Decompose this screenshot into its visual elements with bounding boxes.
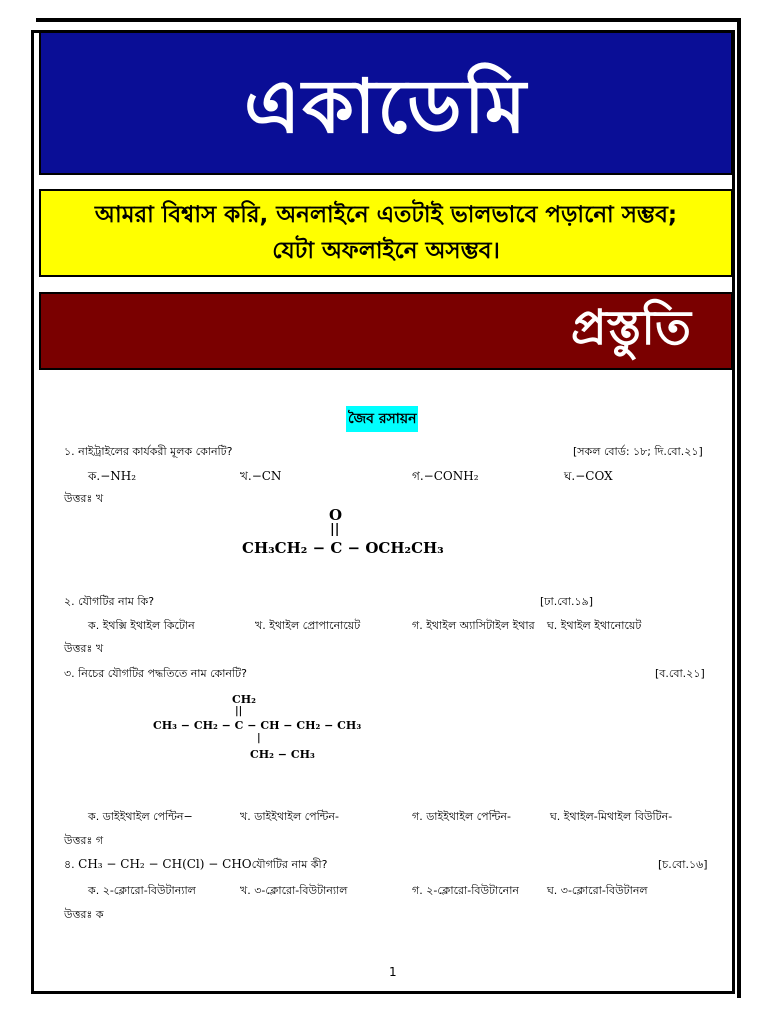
question-3-source: [ব.বো.২১] — [655, 667, 705, 680]
slogan-line-2: যেটা অফলাইনে অসম্ভব। — [272, 238, 500, 264]
question-1-source: [সকল বোর্ড: ১৮; দি.বো.২১] — [573, 445, 703, 458]
question-2-option-a: ক. ইথক্সি ইথাইল কিটোন — [88, 619, 195, 632]
question-2-option-d: ঘ. ইথাইল ইথানোয়েট — [547, 619, 642, 632]
question-3-stem: ৩. নিচের যৌগটির পদ্ধতিতে নাম কোনটি? — [64, 667, 247, 680]
question-2-stem: ২. যৌগটির নাম কি? — [64, 595, 155, 608]
question-2-source: [ঢা.বো.১৯] — [540, 595, 594, 608]
structure-2-bond: || — [235, 706, 243, 717]
question-4-option-a: ক. ২-ক্লোরো-বিউটান্যাল — [88, 884, 196, 897]
slogan-line-1: আমরা বিশ্বাস করি, অনলাইনে এতটাই ভালভাবে পড়ানো সম্ভব; — [94, 202, 678, 228]
question-2-answer: উত্তরঃ খ — [64, 642, 104, 655]
question-1-option-d: ঘ.−COX — [564, 469, 613, 483]
question-3-option-b: খ. ডাইইথাইল পেন্টিন- — [240, 810, 339, 823]
structure-1-bond: || — [330, 522, 340, 537]
question-1-option-c: গ.−CONH₂ — [412, 469, 479, 483]
question-2-option-b: খ. ইথাইল প্রোপানোয়েট — [255, 619, 361, 632]
structure-2-branch: CH₂ − CH₃ — [250, 748, 315, 761]
structure-1-top: O — [329, 506, 343, 524]
question-3-option-d: ঘ. ইথাইল-মিথাইল বিউটিন- — [550, 810, 673, 823]
question-1-answer: উত্তরঃ খ — [64, 492, 104, 505]
question-4-stem-text: যৌগটির নাম কী? — [251, 858, 328, 871]
question-1-option-a: ক.−NH₂ — [88, 469, 137, 483]
question-4-option-c: গ. ২-ক্লোরো-বিউটানোন — [412, 884, 519, 897]
question-4-option-b: খ. ৩-ক্লোরো-বিউটান্যাল — [240, 884, 348, 897]
question-3-option-a: ক. ডাইইথাইল পেন্টিন− — [88, 810, 193, 823]
question-4-formula: CH₃ − CH₂ − CH(Cl) − CHO — [78, 857, 252, 871]
page-number: 1 — [389, 965, 397, 979]
structure-2-branch-bond: | — [257, 733, 261, 744]
banner-subtitle: প্রস্তুতি — [570, 299, 691, 356]
question-2-option-c: গ. ইথাইল অ্যাসিটাইল ইথার — [412, 619, 535, 632]
question-4-source: [চ.বো.১৬] — [658, 858, 708, 871]
question-3-option-c: গ. ডাইইথাইল পেন্টিন- — [412, 810, 511, 823]
question-1-stem: ১. নাইট্রাইলের কার্যকরী মূলক কোনটি? — [64, 445, 233, 458]
question-1-option-b: খ.−CN — [240, 469, 282, 483]
section-title: জৈব রসায়ন — [346, 406, 418, 432]
question-4-stem — [64, 856, 328, 875]
question-4-option-d: ঘ. ৩-ক্লোরো-বিউটানল — [547, 884, 648, 897]
question-4-answer: উত্তরঃ ক — [64, 908, 104, 921]
question-3-answer: উত্তরঃ গ — [64, 834, 104, 847]
banner-title: একাডেমি — [244, 63, 528, 150]
structure-2-main: CH₃ − CH₂ − C − CH − CH₂ − CH₃ — [153, 719, 362, 732]
question-4-number: ৪. — [64, 858, 79, 871]
structure-2-top: CH₂ — [232, 693, 256, 706]
structure-1-main: CH₃CH₂ − C − OCH₂CH₃ — [242, 539, 444, 557]
